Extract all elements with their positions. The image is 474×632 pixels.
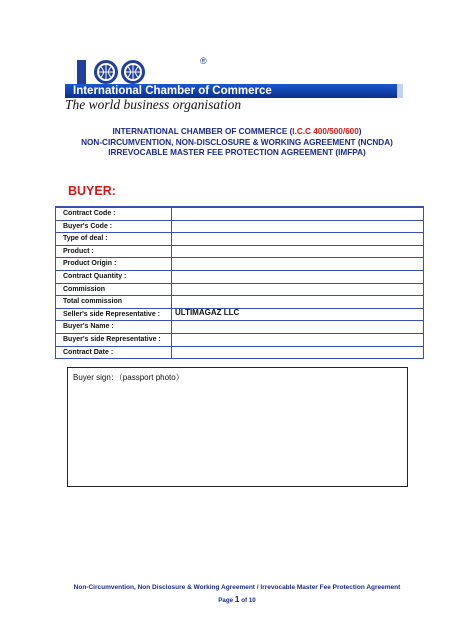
form-row — [56, 245, 424, 258]
form-row-value-field[interactable] — [172, 245, 424, 258]
icc-logo — [65, 56, 405, 112]
page-current: 1 — [234, 594, 240, 604]
form-row — [56, 207, 424, 220]
form-row-label: Buyer's Code : — [56, 220, 172, 233]
form-row-label: Commission — [56, 283, 172, 296]
form-row-value-field[interactable] — [172, 220, 424, 233]
form-row — [56, 333, 424, 346]
form-row — [56, 321, 424, 334]
form-row-label: Total commission — [56, 296, 172, 309]
form-row-value-field[interactable] — [172, 258, 424, 271]
form-row-value-field[interactable] — [172, 283, 424, 296]
icc-logo-mark-icon — [77, 58, 197, 86]
form-row-label: Seller's side Representative : — [56, 308, 172, 321]
form-row-label: Product Origin : — [56, 258, 172, 271]
form-row — [56, 283, 424, 296]
form-row — [56, 270, 424, 283]
org-name: International Chamber of Commerce — [73, 85, 272, 97]
heading-line-3: IRREVOCABLE MASTER FEE PROTECTION AGREEMENT (IMFPA) — [108, 148, 366, 157]
form-row — [56, 233, 424, 246]
heading-line-2: NON-CIRCUMVENTION, NON-DISCLOSURE & WORKING AGREEMENT (NCNDA) — [81, 137, 393, 147]
buyer-section-title: BUYER: — [68, 184, 116, 198]
form-row-label: Contract Quantity : — [56, 270, 172, 283]
logo-banner-end — [397, 84, 403, 98]
document-heading — [40, 127, 434, 159]
buyer-sign-label: Buyer sign：（passport photo） — [73, 373, 184, 382]
buyer-form-table — [55, 206, 424, 359]
form-row-value-field[interactable] — [172, 296, 424, 309]
heading-line-1-suffix: ) — [358, 127, 362, 136]
page-label: Page — [218, 597, 234, 604]
form-row — [56, 346, 424, 359]
form-row-label: Buyer's Name : — [56, 321, 172, 334]
form-row-value-field[interactable] — [172, 270, 424, 283]
form-row-value-field[interactable] — [172, 346, 424, 359]
logo-banner — [65, 84, 397, 98]
buyer-sign-box[interactable] — [67, 367, 408, 487]
form-row-value-field[interactable]: ULTIMAGAZ LLC — [172, 308, 424, 321]
page-total: of 10 — [241, 597, 256, 604]
form-row — [56, 258, 424, 271]
form-row-value-field[interactable] — [172, 321, 424, 334]
form-row-value-field[interactable] — [172, 333, 424, 346]
form-row — [56, 296, 424, 309]
form-row-label: Contract Code : — [56, 207, 172, 220]
form-row-value-field[interactable] — [172, 207, 424, 220]
org-tagline: The world business organisation — [65, 97, 242, 112]
form-row — [56, 308, 424, 321]
form-row-value-field[interactable] — [172, 233, 424, 246]
footer-title: Non-Circumvention, Non Disclosure & Working Agreement / Irrevocable Master Fee Protection Agreement — [73, 584, 401, 591]
registered-mark: ® — [200, 56, 207, 66]
page-number — [30, 594, 444, 604]
form-row-label: Buyer's side Representative : — [56, 333, 172, 346]
form-row-label: Type of deal : — [56, 233, 172, 246]
form-row-label: Contract Date : — [56, 346, 172, 359]
heading-line-1-prefix: INTERNATIONAL CHAMBER OF COMMERCE ( — [112, 127, 293, 136]
form-row-label: Product : — [56, 245, 172, 258]
heading-line-1 — [40, 127, 434, 138]
heading-icc-code: I.C.C 400/500/600 — [292, 127, 359, 136]
form-row — [56, 220, 424, 233]
